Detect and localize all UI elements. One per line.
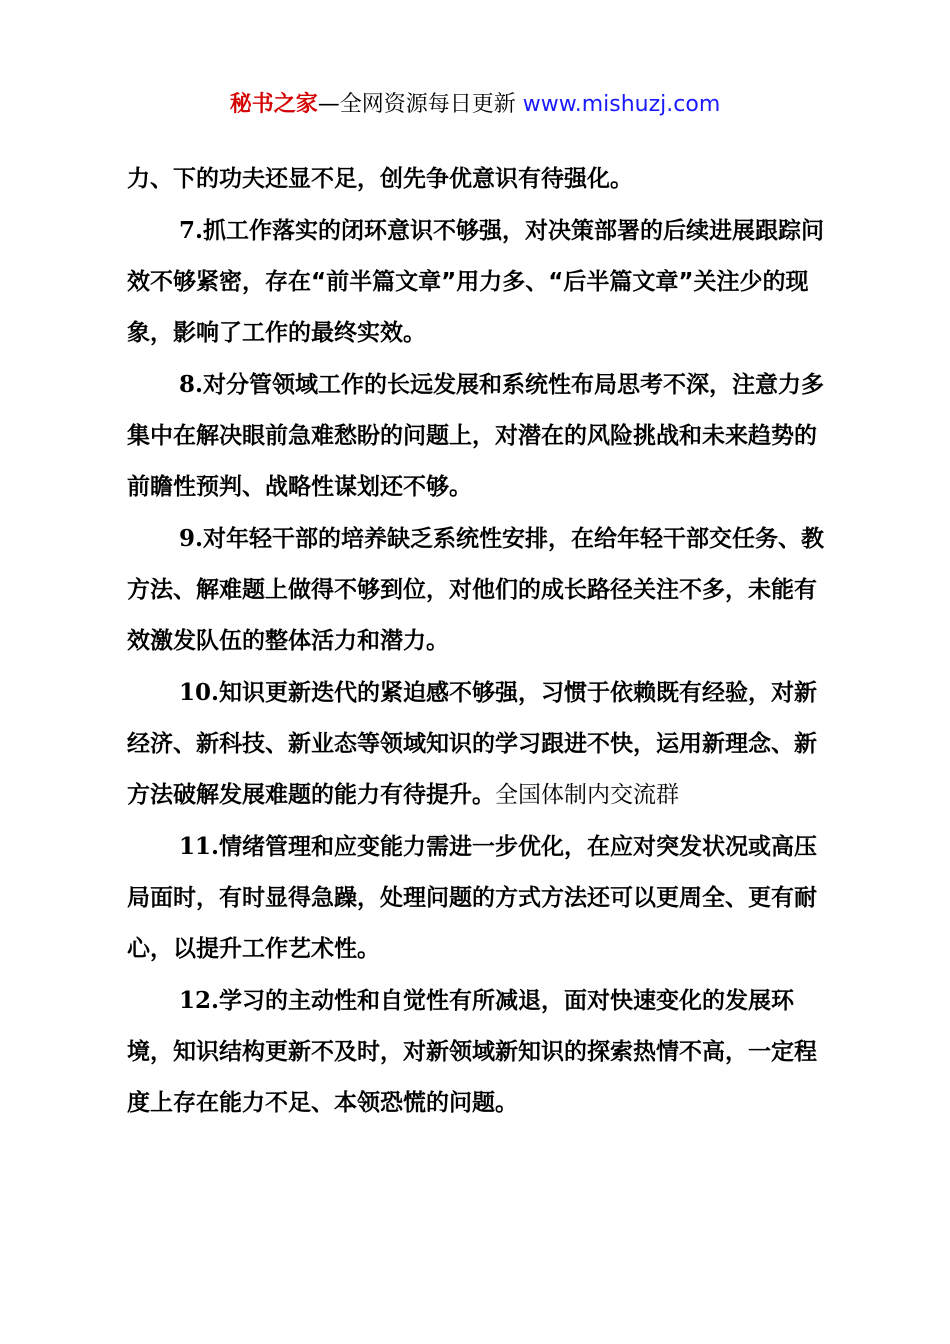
page-header <box>0 88 950 122</box>
header-tagline: —全网资源每日更新 <box>317 92 523 117</box>
list-item-10 <box>127 667 839 821</box>
item-text: 情绪管理和应变能力需进一步优化，在应对突发状况或高压局面时，有时显得急躁，处理问题的方式方法还可以更周全、更有耐心，以提升工作艺术性。 <box>127 834 818 962</box>
list-item-9 <box>127 513 839 667</box>
list-item-8 <box>127 359 839 513</box>
item-number: 10. <box>179 679 220 706</box>
item-number: 8. <box>179 371 204 398</box>
item-text: 学习的主动性和自觉性有所减退，面对快速变化的发展环境，知识结构更新不及时，对新领域新知识的探索热情不高，一定程度上存在能力不足、本领恐慌的问题。 <box>127 988 817 1116</box>
list-item-11 <box>127 821 839 975</box>
list-item-12 <box>127 975 839 1129</box>
item-number: 7. <box>179 217 204 244</box>
list-item-7 <box>127 205 839 359</box>
intro-paragraph: 力、下的功夫还显不足，创先争优意识有待强化。 <box>127 166 633 192</box>
site-url[interactable]: www.mishuzj.com <box>522 92 721 117</box>
inserted-note: 全国体制内交流群 <box>495 782 679 808</box>
item-number: 11. <box>179 833 220 860</box>
document-body <box>127 154 839 1129</box>
item-text: 抓工作落实的闭环意识不够强，对决策部署的后续进展跟踪问效不够紧密，存在“前半篇文章”用力多、“后半篇文章”关注少的现象，影响了工作的最终实效。 <box>127 218 825 346</box>
item-text: 对年轻干部的培养缺乏系统性安排，在给年轻干部交任务、教方法、解难题上做得不够到位，对他们的成长路径关注不多，未能有效激发队伍的整体活力和潜力。 <box>127 526 825 654</box>
item-number: 9. <box>179 525 204 552</box>
item-text: 对分管领域工作的长远发展和系统性布局思考不深，注意力多集中在解决眼前急难愁盼的问题上，对潜在的风险挑战和未来趋势的前瞻性预判、战略性谋划还不够。 <box>127 372 825 500</box>
brand-name: 秘书之家 <box>229 92 318 117</box>
item-number: 12. <box>179 987 220 1014</box>
item-text: 知识更新迭代的紧迫感不够强，习惯于依赖既有经验，对新经济、新科技、新业态等领域知识的学习跟进不快，运用新理念、新方法破解发展难题的能力有待提升。 <box>127 680 818 808</box>
